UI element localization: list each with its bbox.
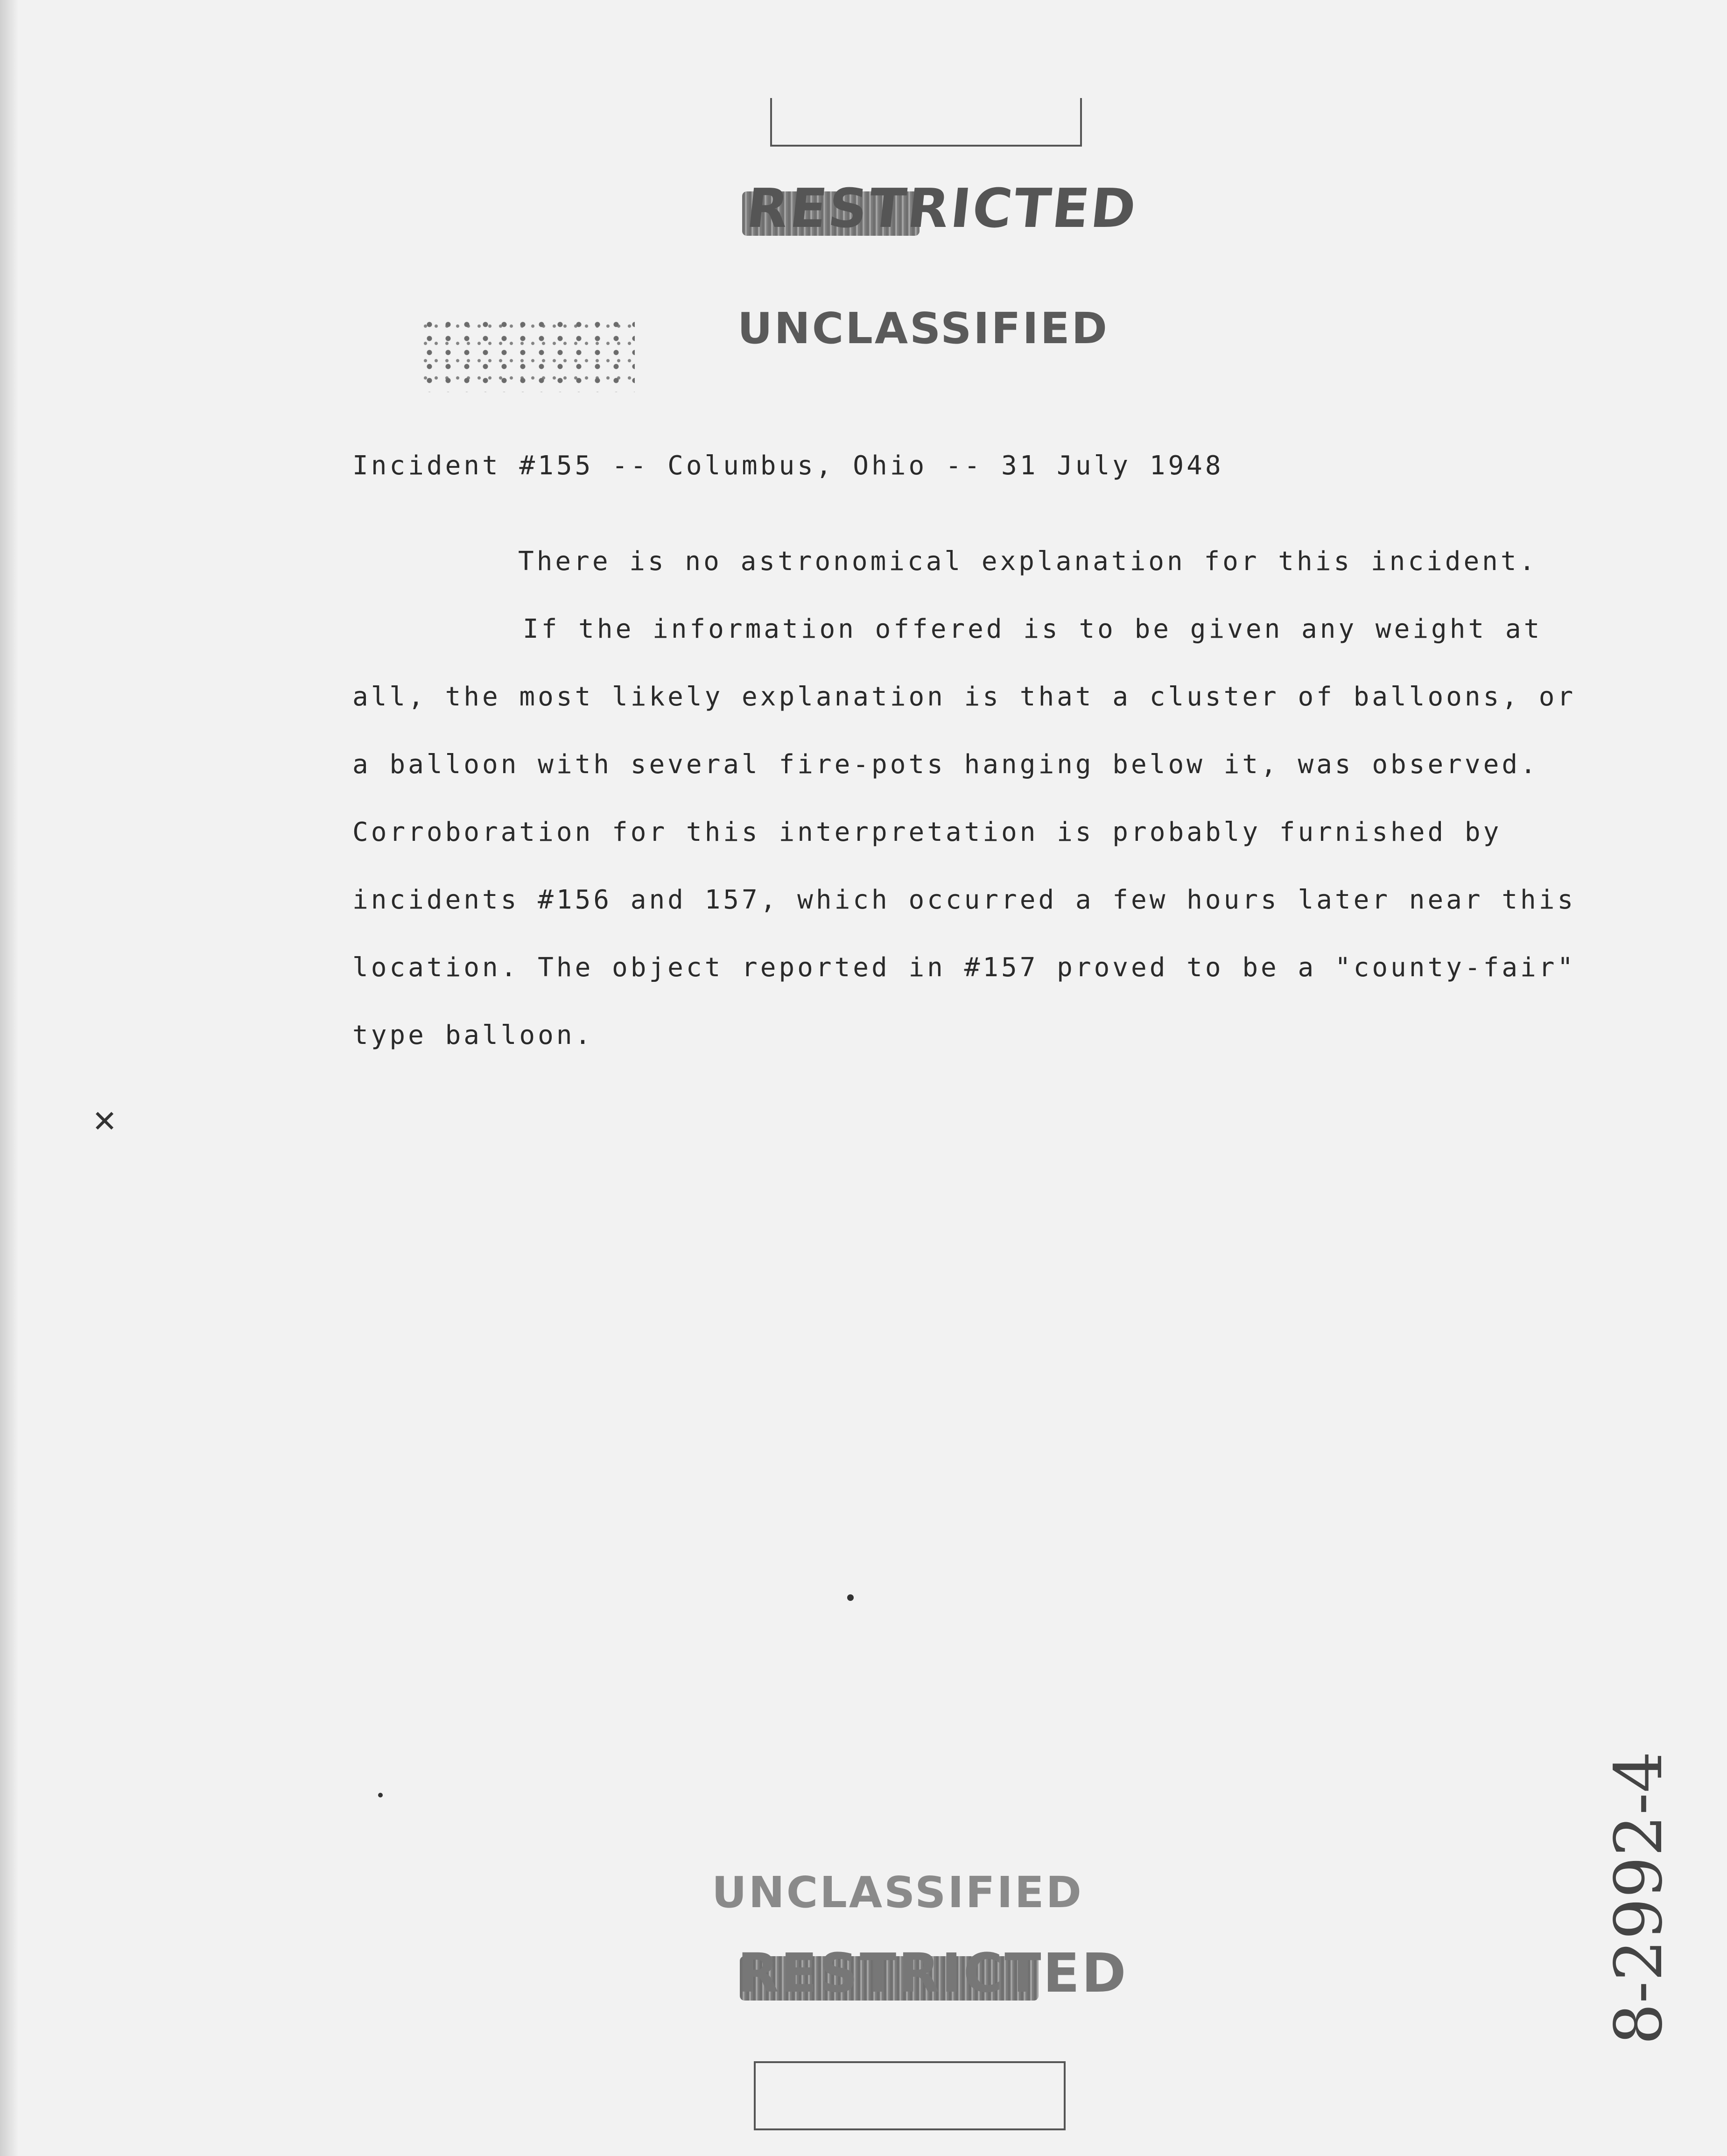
bottom-bracket-box: [754, 2061, 1066, 2130]
ink-speckles: [420, 317, 635, 392]
scan-edge: [0, 0, 19, 2156]
paragraph-line-1: There is no astronomical explanation for this incident.: [518, 546, 1538, 577]
paragraph-line-4: a balloon with several fire-pots hanging below it, was observed.: [352, 749, 1539, 780]
speck: [847, 1594, 854, 1601]
incident-heading: Incident #155 -- Columbus, Ohio -- 31 July 1948: [352, 451, 1224, 481]
restricted-stamp-bottom: RESTRICTED: [737, 1942, 1128, 2005]
top-bracket-box: [770, 98, 1082, 147]
paragraph-line-8: type balloon.: [352, 1020, 594, 1050]
unclassified-stamp-top: UNCLASSIFIED: [737, 303, 1109, 353]
margin-mark: ✕: [93, 1097, 116, 1141]
paragraph-line-7: location. The object reported in #157 proved to be a "county-fair": [352, 952, 1576, 983]
handwritten-file-number: 8-2992-4: [1601, 1751, 1677, 2045]
paragraph-line-6: incidents #156 and 157, which occurred a few hours later near this: [352, 885, 1576, 915]
unclassified-stamp-bottom: UNCLASSIFIED: [712, 1867, 1083, 1917]
paragraph-line-5: Corroboration for this interpretation is probably furnished by: [352, 817, 1502, 847]
paragraph-line-2: If the information offered is to be given any weight at: [523, 614, 1543, 644]
paragraph-line-3: all, the most likely explanation is that a cluster of balloons, or: [352, 682, 1576, 712]
restricted-stamp-top: RESTRICTED: [743, 177, 1141, 240]
speck: [378, 1793, 383, 1797]
